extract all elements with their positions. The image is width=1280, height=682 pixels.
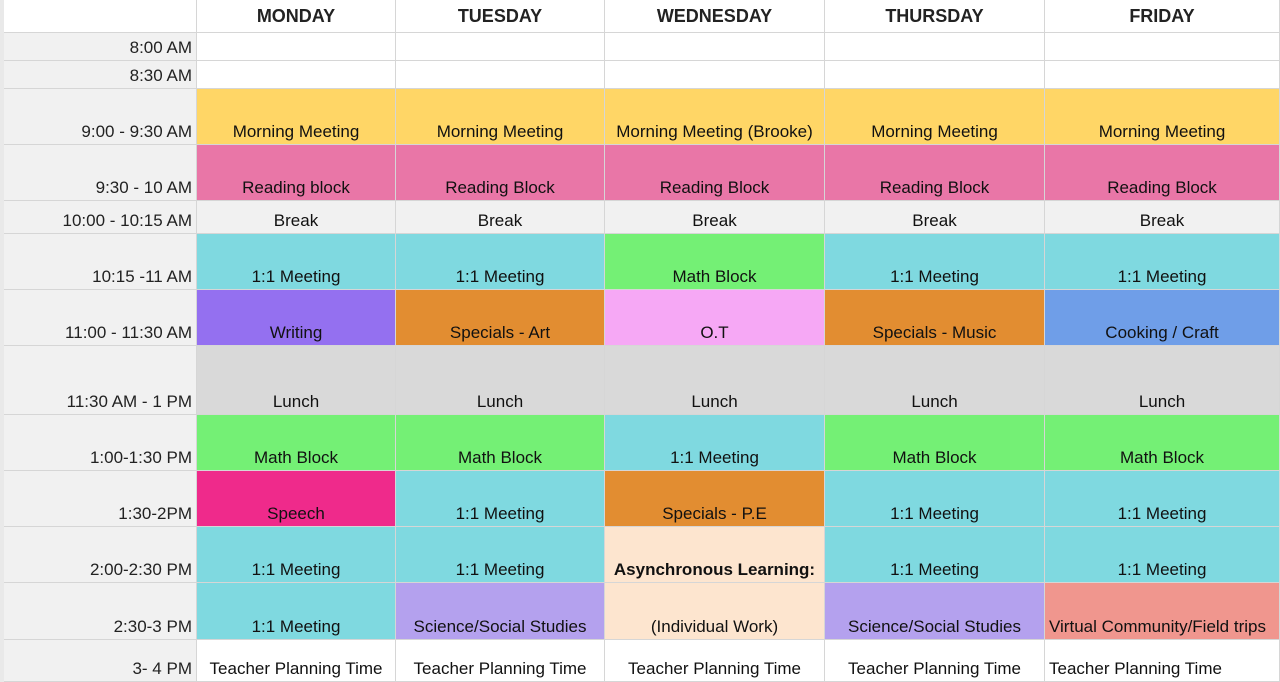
schedule-cell[interactable]: Specials - Art xyxy=(396,290,605,346)
schedule-cell[interactable]: Break xyxy=(396,201,605,234)
schedule-cell[interactable]: 1:1 Meeting xyxy=(605,415,825,471)
schedule-cell[interactable]: 1:1 Meeting xyxy=(825,527,1045,583)
schedule-cell[interactable]: Science/Social Studies xyxy=(396,583,605,640)
schedule-cell[interactable]: 1:1 Meeting xyxy=(825,471,1045,527)
schedule-cell[interactable] xyxy=(1045,61,1280,89)
time-slot-cell[interactable]: 3- 4 PM xyxy=(0,640,197,682)
schedule-cell[interactable]: 1:1 Meeting xyxy=(396,234,605,290)
schedule-cell[interactable]: Cooking / Craft xyxy=(1045,290,1280,346)
schedule-cell[interactable]: 1:1 Meeting xyxy=(1045,527,1280,583)
schedule-cell[interactable]: Math Block xyxy=(825,415,1045,471)
schedule-cell[interactable]: Lunch xyxy=(396,346,605,415)
time-slot-cell[interactable]: 9:30 - 10 AM xyxy=(0,145,197,201)
time-slot-cell[interactable]: 9:00 - 9:30 AM xyxy=(0,89,197,145)
time-slot-cell[interactable]: 1:00-1:30 PM xyxy=(0,415,197,471)
schedule-cell[interactable]: O.T xyxy=(605,290,825,346)
schedule-cell[interactable]: Morning Meeting xyxy=(396,89,605,145)
schedule-cell[interactable]: (Individual Work) xyxy=(605,583,825,640)
schedule-cell[interactable]: Specials - Music xyxy=(825,290,1045,346)
time-slot-cell[interactable]: 2:00-2:30 PM xyxy=(0,527,197,583)
time-slot-cell[interactable]: 8:30 AM xyxy=(0,61,197,89)
schedule-cell[interactable]: Lunch xyxy=(825,346,1045,415)
day-header-tuesday[interactable]: TUESDAY xyxy=(396,0,605,33)
schedule-cell[interactable]: Morning Meeting xyxy=(825,89,1045,145)
schedule-cell[interactable]: 1:1 Meeting xyxy=(396,471,605,527)
schedule-cell[interactable]: Reading Block xyxy=(825,145,1045,201)
time-slot-cell[interactable]: 11:00 - 11:30 AM xyxy=(0,290,197,346)
corner-cell[interactable] xyxy=(0,0,197,33)
schedule-cell[interactable]: Math Block xyxy=(605,234,825,290)
schedule-cell[interactable] xyxy=(825,61,1045,89)
schedule-cell[interactable]: Virtual Community/Field trips xyxy=(1045,583,1280,640)
time-slot-cell[interactable]: 11:30 AM - 1 PM xyxy=(0,346,197,415)
schedule-cell[interactable]: Reading Block xyxy=(396,145,605,201)
day-header-thursday[interactable]: THURSDAY xyxy=(825,0,1045,33)
schedule-cell[interactable]: Math Block xyxy=(1045,415,1280,471)
schedule-cell[interactable]: Teacher Planning Time xyxy=(825,640,1045,682)
time-slot-cell[interactable]: 1:30-2PM xyxy=(0,471,197,527)
schedule-cell[interactable] xyxy=(825,33,1045,61)
schedule-cell[interactable]: Teacher Planning Time xyxy=(1045,640,1280,682)
schedule-cell[interactable]: Reading Block xyxy=(1045,145,1280,201)
schedule-cell[interactable] xyxy=(1045,33,1280,61)
time-slot-cell[interactable]: 10:00 - 10:15 AM xyxy=(0,201,197,234)
schedule-cell[interactable]: Writing xyxy=(197,290,396,346)
schedule-cell[interactable]: 1:1 Meeting xyxy=(1045,471,1280,527)
schedule-cell[interactable]: Reading block xyxy=(197,145,396,201)
schedule-cell[interactable]: 1:1 Meeting xyxy=(197,234,396,290)
schedule-cell[interactable]: Break xyxy=(197,201,396,234)
schedule-cell[interactable]: Lunch xyxy=(1045,346,1280,415)
schedule-cell[interactable]: Teacher Planning Time xyxy=(605,640,825,682)
time-slot-cell[interactable]: 2:30-3 PM xyxy=(0,583,197,640)
schedule-cell[interactable]: 1:1 Meeting xyxy=(1045,234,1280,290)
day-header-friday[interactable]: FRIDAY xyxy=(1045,0,1280,33)
day-header-monday[interactable]: MONDAY xyxy=(197,0,396,33)
schedule-cell[interactable]: Morning Meeting xyxy=(197,89,396,145)
schedule-cell[interactable]: Math Block xyxy=(396,415,605,471)
schedule-cell[interactable]: Teacher Planning Time xyxy=(396,640,605,682)
schedule-cell[interactable]: Morning Meeting xyxy=(1045,89,1280,145)
schedule-cell[interactable]: Speech xyxy=(197,471,396,527)
day-header-wednesday[interactable]: WEDNESDAY xyxy=(605,0,825,33)
schedule-cell[interactable]: 1:1 Meeting xyxy=(825,234,1045,290)
schedule-cell[interactable] xyxy=(197,61,396,89)
schedule-cell[interactable]: 1:1 Meeting xyxy=(396,527,605,583)
schedule-cell[interactable]: Lunch xyxy=(197,346,396,415)
schedule-cell[interactable]: Reading Block xyxy=(605,145,825,201)
schedule-cell[interactable]: Break xyxy=(1045,201,1280,234)
schedule-cell[interactable]: 1:1 Meeting xyxy=(197,527,396,583)
schedule-cell[interactable] xyxy=(396,61,605,89)
schedule-cell[interactable]: 1:1 Meeting xyxy=(197,583,396,640)
schedule-cell[interactable]: Science/Social Studies xyxy=(825,583,1045,640)
schedule-cell[interactable] xyxy=(396,33,605,61)
row-gutter-edge xyxy=(0,0,4,682)
schedule-cell[interactable]: Morning Meeting (Brooke) xyxy=(605,89,825,145)
schedule-cell[interactable] xyxy=(605,33,825,61)
time-slot-cell[interactable]: 10:15 -11 AM xyxy=(0,234,197,290)
schedule-cell[interactable]: Asynchronous Learning: xyxy=(605,527,825,583)
time-slot-cell[interactable]: 8:00 AM xyxy=(0,33,197,61)
schedule-cell[interactable]: Lunch xyxy=(605,346,825,415)
schedule-cell[interactable]: Break xyxy=(825,201,1045,234)
schedule-cell[interactable]: Break xyxy=(605,201,825,234)
schedule-cell[interactable]: Teacher Planning Time xyxy=(197,640,396,682)
schedule-cell[interactable] xyxy=(605,61,825,89)
schedule-cell[interactable]: Math Block xyxy=(197,415,396,471)
schedule-cell[interactable]: Specials - P.E xyxy=(605,471,825,527)
schedule-cell[interactable] xyxy=(197,33,396,61)
